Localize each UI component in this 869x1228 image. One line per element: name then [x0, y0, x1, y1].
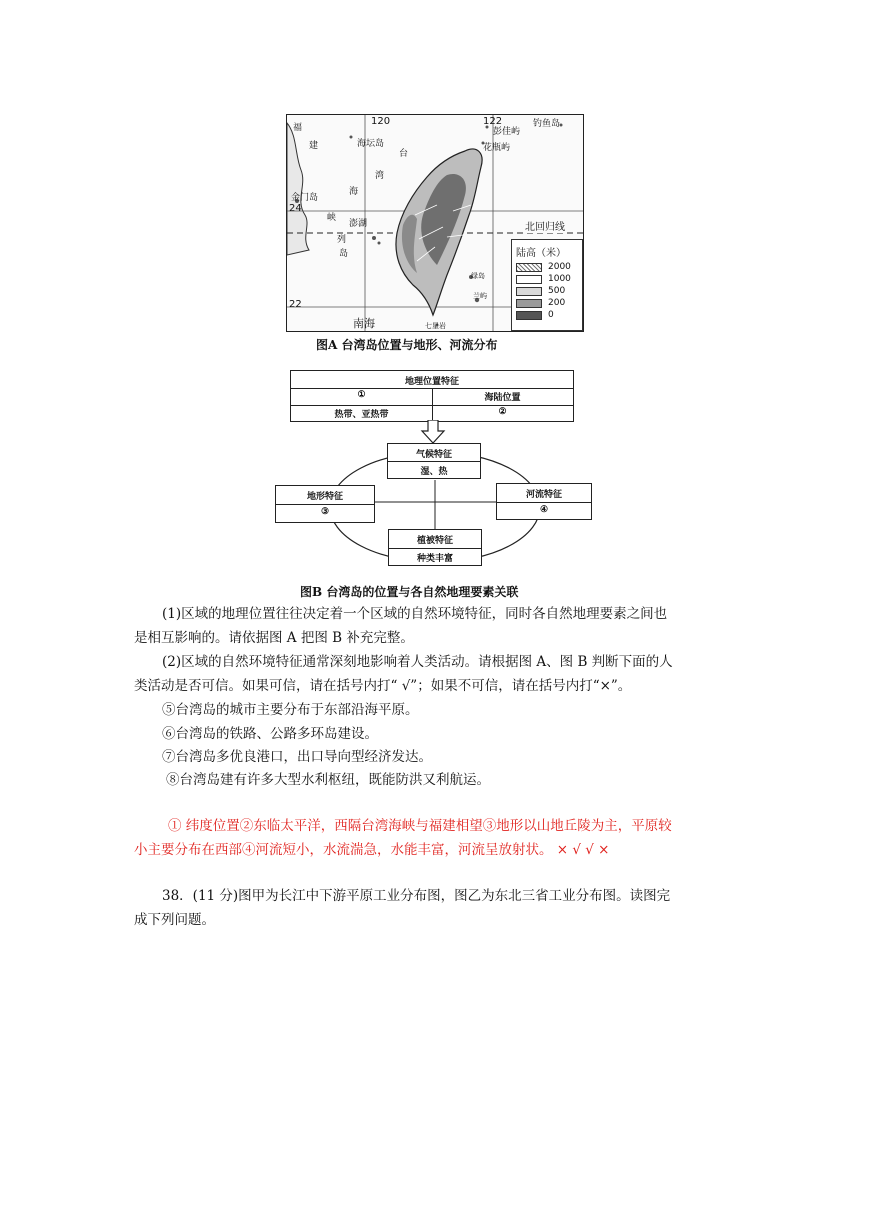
legend-swatch	[516, 299, 542, 308]
q38-line1: 38．(11 分)图甲为长江中下游平原工业分布图，图乙为东北三省工业分布图。读图完	[162, 888, 671, 904]
item-6: ⑥台湾岛的铁路、公路多环岛建设。	[162, 726, 378, 742]
label-haitan: 海坛岛	[357, 139, 385, 149]
legend-swatch	[516, 275, 542, 284]
vegetation-box	[388, 529, 482, 566]
item-5: ⑤台湾岛的城市主要分布于东部沿海平原。	[162, 702, 419, 718]
lat-label-24: 24	[289, 203, 302, 214]
legend-row	[516, 262, 582, 273]
legend-row	[516, 298, 582, 309]
vegetation-title: 植被特征	[416, 536, 453, 546]
location-title: 地理位置特征	[404, 377, 459, 387]
taiwan-map	[286, 114, 584, 332]
label-strait-2: 湾	[375, 171, 385, 181]
label-lvdao: 绿岛	[471, 272, 485, 280]
label-strait-1: 台	[399, 149, 409, 159]
divider	[388, 461, 480, 462]
divider	[276, 504, 374, 505]
terrain-value: ③	[320, 507, 330, 517]
divider	[389, 548, 481, 549]
label-huaping: 花瓶屿	[483, 143, 511, 153]
legend-value: 200	[548, 298, 566, 308]
legend-value: 2000	[548, 262, 571, 272]
label-diaoyu: 钓鱼岛	[533, 119, 561, 129]
legend-value: 1000	[548, 274, 571, 284]
label-tropic: 北回归线	[525, 222, 565, 233]
river-box	[496, 483, 592, 520]
item-7: ⑦台湾岛多优良港口，出口导向型经济发达。	[162, 749, 432, 765]
lon-label-122: 122	[483, 116, 503, 127]
vegetation-value: 种类丰富	[416, 554, 453, 564]
cell-blank-1: ①	[357, 390, 366, 400]
label-lanyu: 兰屿	[473, 292, 487, 300]
q38-line2: 成下列问题。	[134, 912, 215, 928]
cell-sea-land: 海陆位置	[484, 393, 521, 403]
label-qixingyan: 七星岩	[425, 322, 446, 330]
cell-blank-2: ②	[498, 407, 507, 417]
figB-caption: 图B 台湾岛的位置与各自然地理要素关联	[300, 585, 519, 599]
legend-row	[516, 310, 582, 321]
legend-swatch	[516, 287, 542, 296]
climate-value: 湿、热	[420, 467, 448, 477]
cell-climate-zone: 热带、亚热带	[334, 410, 389, 420]
answer-line2: 小主要分布在西部④河流短小，水流湍急，水能丰富，河流呈放射状。 × √ √ ×	[134, 842, 610, 858]
q1-line2: 是相互影响的。请依据图 A 把图 B 补充完整。	[134, 630, 414, 646]
label-pengjia: 彭佳屿	[493, 127, 521, 137]
label-fujian-1: 福	[293, 123, 303, 133]
legend-row	[516, 274, 582, 285]
q2-line2: 类活动是否可信。如果可信，请在括号内打“ √”；如果不可信，请在括号内打“×”。	[134, 678, 632, 694]
legend-row	[516, 286, 582, 297]
label-penghu-3: 岛	[339, 249, 349, 259]
location-table	[290, 370, 574, 422]
q1-line1: (1)区域的地理位置往往决定着一个区域的自然环境特征，同时各自然地理要素之间也	[162, 606, 668, 622]
down-arrow-icon	[420, 420, 446, 444]
elevation-legend	[511, 239, 583, 331]
answer-line1: ① 纬度位置②东临太平洋，西隔台湾海峡与福建相望③地形以山地丘陵为主，平原较	[168, 818, 672, 834]
legend-swatch	[516, 263, 542, 272]
river-title: 河流特征	[525, 490, 562, 500]
legend-swatch	[516, 311, 542, 320]
mainland-coast	[287, 123, 309, 255]
label-penghu-2: 列	[337, 235, 347, 245]
label-strait-4: 峡	[327, 213, 337, 223]
lon-label-120: 120	[371, 116, 391, 127]
divider	[497, 502, 591, 503]
lat-label-22: 22	[289, 299, 302, 310]
terrain-box	[275, 485, 375, 523]
climate-title: 气候特征	[415, 450, 452, 460]
label-penghu: 澎湖	[349, 219, 368, 229]
terrain-title: 地形特征	[306, 492, 343, 502]
label-fujian-2: 建	[309, 141, 319, 151]
legend-title: 陆高（米）	[516, 248, 566, 259]
climate-box	[387, 443, 481, 479]
label-jinmen: 金门岛	[291, 193, 319, 203]
river-value: ④	[539, 505, 549, 515]
legend-value: 500	[548, 286, 566, 296]
label-strait-3: 海	[349, 187, 359, 197]
q2-line1: (2)区域的自然环境特征通常深刻地影响着人类活动。请根据图 A、图 B 判断下面的人	[162, 654, 673, 670]
item-8: ⑧台湾岛建有许多大型水利枢纽，既能防洪又利航运。	[166, 772, 490, 788]
legend-value: 0	[548, 310, 554, 320]
label-nanhai: 南海	[353, 317, 375, 330]
figA-caption: 图A 台湾岛位置与地形、河流分布	[316, 338, 498, 352]
